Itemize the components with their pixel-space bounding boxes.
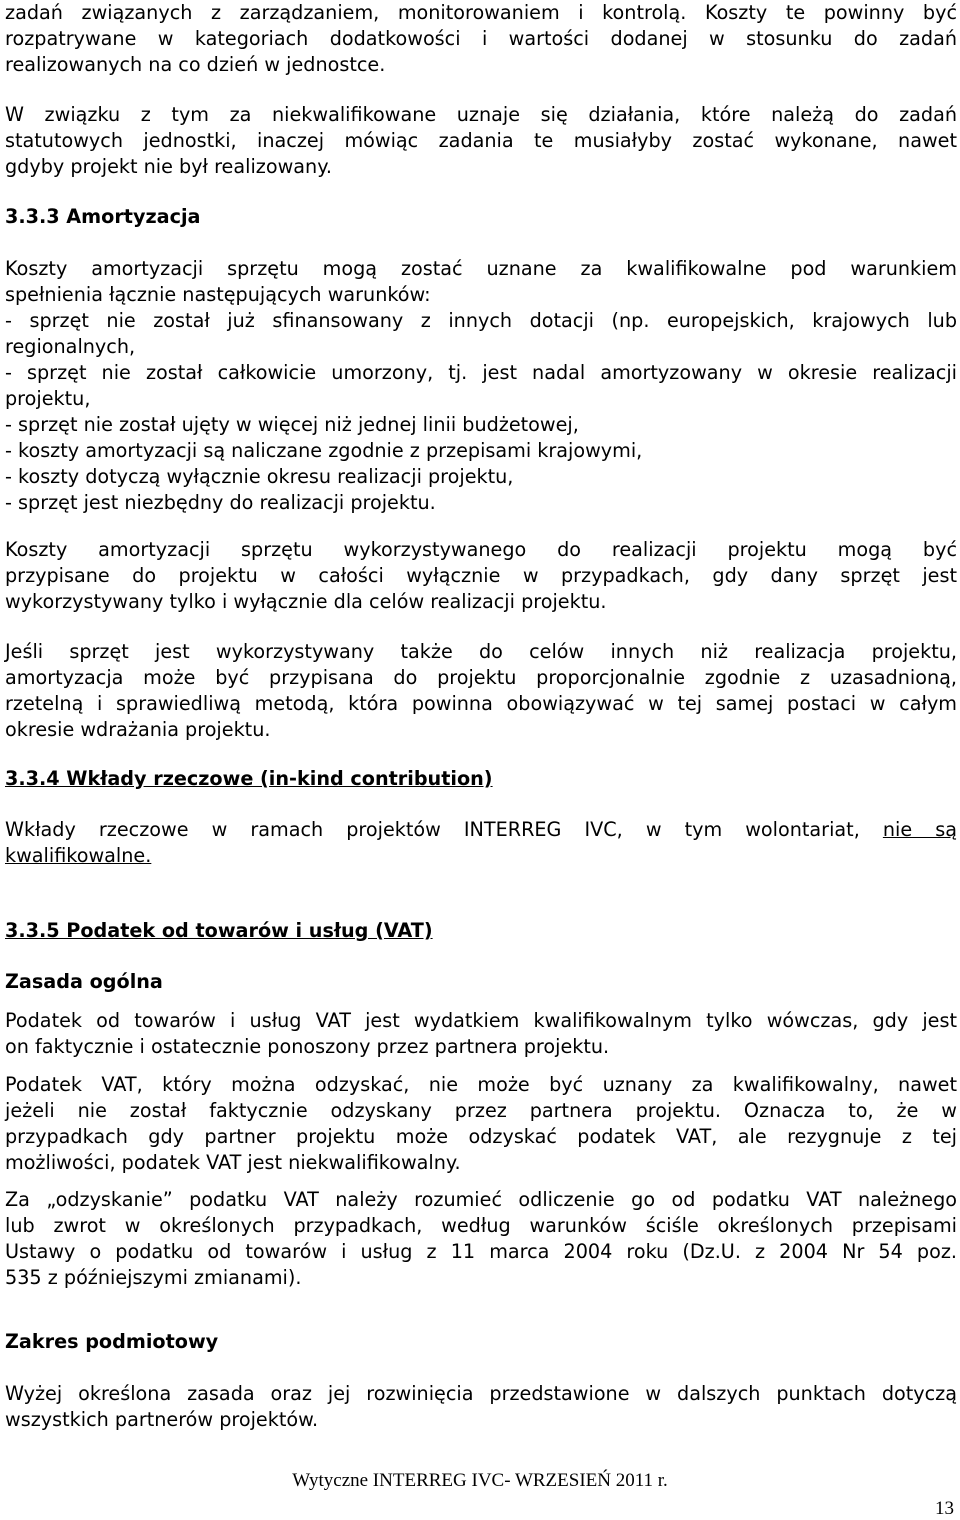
text-line: Koszty amortyzacji sprzętu wykorzystywanego do realizacji projektu mogą być [5,538,957,561]
paragraph [5,1187,957,1291]
text-line: gdyby projekt nie był realizowany. [5,155,332,178]
list-item: - koszty amortyzacji są naliczane zgodnie z przepisami krajowymi, [5,439,643,462]
text-line: rozpatrywane w kategoriach dodatkowości i wartości dodanej w stosunku do zadań [5,27,957,50]
text-line: możliwości, podatek VAT jest niekwalifikowalny. [5,1151,461,1174]
list-item: - sprzęt nie został ujęty w więcej niż jednej linii budżetowej, [5,413,579,436]
text-line: amortyzacja może być przypisana do projektu proporcjonalnie zgodnie z uzasadnioną, [5,666,957,689]
page-number: 13 [935,1498,954,1519]
text-line: wszystkich partnerów projektów. [5,1408,319,1431]
text-line: Podatek VAT, który można odzyskać, nie może być uznany za kwalifikowalny, nawet [5,1073,957,1096]
text-line: realizowanych na co dzień w jednostce. [5,53,386,76]
page-footer: Wytyczne INTERREG IVC- WRZESIEŃ 2011 r. [292,1470,668,1491]
paragraph [5,817,957,869]
text-line [5,817,957,843]
text-line: on faktycznie i ostatecznie ponoszony przez partnera projektu. [5,1035,610,1058]
text-line: jeżeli nie został faktycznie odzyskany przez partnera projektu. Oznacza to, że w [5,1099,957,1122]
text-line: regionalnych, [5,335,136,358]
paragraph [5,639,957,743]
text-line: Podatek od towarów i usług VAT jest wydatkiem kwalifikowalnym tylko wówczas, gdy jest [5,1009,957,1032]
paragraph [5,537,957,615]
emphasis-underlined: kwalifikowalne. [5,844,152,867]
text-line: rzetelną i sprawiedliwą metodą, która powinna obowiązywać w tej samej postaci w całym [5,692,957,715]
section-heading-wklady-rzeczowe: 3.3.4 Wkłady rzeczowe (in-kind contribution) [5,767,493,790]
paragraph [5,1008,957,1060]
text-line: Za „odzyskanie” podatku VAT należy rozumieć odliczenie go od podatku VAT należnego [5,1188,957,1211]
paragraph [5,0,957,78]
emphasis-underlined: nie są [882,818,957,841]
text-line: Koszty amortyzacji sprzętu mogą zostać uznane za kwalifikowalne pod warunkiem [5,257,957,280]
text-line: przypadkach gdy partner projektu może odzyskać podatek VAT, ale rezygnuje z tej [5,1125,957,1148]
text-line: Jeśli sprzęt jest wykorzystywany także do celów innych niż realizacja projektu, [5,640,957,663]
paragraph [5,1072,957,1176]
section-heading-amortyzacja: 3.3.3 Amortyzacja [5,205,201,228]
list-item: - koszty dotyczą wyłącznie okresu realizacji projektu, [5,465,514,488]
paragraph [5,256,957,516]
text-line: przypisane do projektu w całości wyłącznie w przypadkach, gdy dany sprzęt jest [5,564,957,587]
text-line: W związku z tym za niekwalifikowane uznaje się działania, które należą do zadań [5,103,957,126]
list-item: - sprzęt nie został już sfinansowany z innych dotacji (np. europejskich, krajowych lub [5,309,957,332]
text-line: wykorzystywany tylko i wyłącznie dla celów realizacji projektu. [5,590,607,613]
text-line: 535 z późniejszymi zmianami). [5,1266,302,1289]
text-line: Wyżej określona zasada oraz jej rozwinięcia przedstawione w dalszych punktach dotyczą [5,1382,957,1405]
text-line: lub zwrot w określonych przypadkach, według warunków ściśle określonych przepisami [5,1214,957,1237]
text-line: statutowych jednostki, inaczej mówiąc zadania te musiałyby zostać wykonane, nawet [5,129,957,152]
paragraph [5,102,957,180]
paragraph [5,1381,957,1433]
text-segment: Wkłady rzeczowe w ramach projektów INTERREG IVC, w tym wolontariat, [5,818,860,841]
subheading-zasada-ogolna: Zasada ogólna [5,970,163,993]
text-line: okresie wdrażania projektu. [5,718,271,741]
text-line: zadań związanych z zarządzaniem, monitorowaniem i kontrolą. Koszty te powinny być [5,1,957,24]
text-line: projektu, [5,387,91,410]
text-line: spełnienia łącznie następujących warunków: [5,283,431,306]
list-item: - sprzęt jest niezbędny do realizacji projektu. [5,491,436,514]
list-item: - sprzęt nie został całkowicie umorzony, tj. jest nadal amortyzowany w okresie realizacji [5,361,957,384]
text-line: Ustawy o podatku od towarów i usług z 11 marca 2004 roku (Dz.U. z 2004 Nr 54 poz. [5,1240,957,1263]
subheading-zakres-podmiotowy: Zakres podmiotowy [5,1330,219,1353]
section-heading-vat: 3.3.5 Podatek od towarów i usług (VAT) [5,919,433,942]
